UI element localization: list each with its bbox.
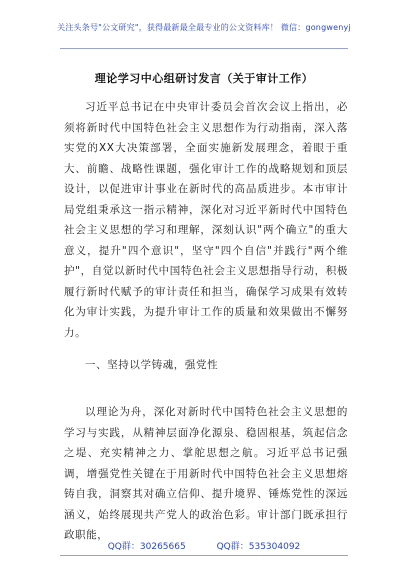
- footer-qq-group-2: QQ群：535304092: [216, 542, 301, 552]
- footer-qq-group-1: QQ群：30265665: [107, 542, 186, 552]
- section-heading-1: 一、坚持以学铸魂，强党性: [85, 359, 219, 371]
- body-paragraph-1: [64, 97, 348, 343]
- footer-divider: [60, 555, 348, 556]
- document-title: 理论学习中心组研讨发言（关于审计工作）: [94, 72, 314, 85]
- paragraph-text: 习近平总书记在中央审计委员会首次会议上指出，必须将新时代中国特色社会主义思想作为行动指南，深入落实党的XX大决策部署，全面实施新发展理念，着眼于重大、前瞻、战略性课题，强化审计工作的战略规划和顶层设计，以促进审计事业在新时代的高品质进步。本市审计局党组秉承这一指示精神，深化对习近平新时代中国特色社会主义思想的学习和理解，深刻认识"两个确立"的重大意义，提升"四个意识"，坚守"四个自信"并践行"两个维护"，自觉以新时代中国特色社会主义思想指导行动，积极履行新时代赋予的审计责任和担当，确保学习成果有效转化为审计实践，为提升审计工作的质量和效果做出不懈努力。: [64, 101, 348, 339]
- footer-contact: [0, 539, 408, 552]
- body-paragraph-2: [64, 402, 348, 546]
- paragraph-text: 以理论为舟，深化对新时代中国特色社会主义思想的学习与实践，从精神层面净化源泉、稳固根基，筑起信念之堤、充实精神之力、掌舵思想之航。习近平总书记强调，增强党性关键在于用新时代中国特色社会主义思想熔铸自我，洞察其对确立信仰、提升境界、锤炼党性的深远涵义，始终展现共产党人的政治色彩。审计部门既承担行政职能，: [64, 406, 348, 541]
- header-divider: [60, 48, 348, 49]
- header-banner: 关注头条号"公文研究"，获得最新最全最专业的公文资料库！ 微信：gongwenyj: [57, 23, 351, 32]
